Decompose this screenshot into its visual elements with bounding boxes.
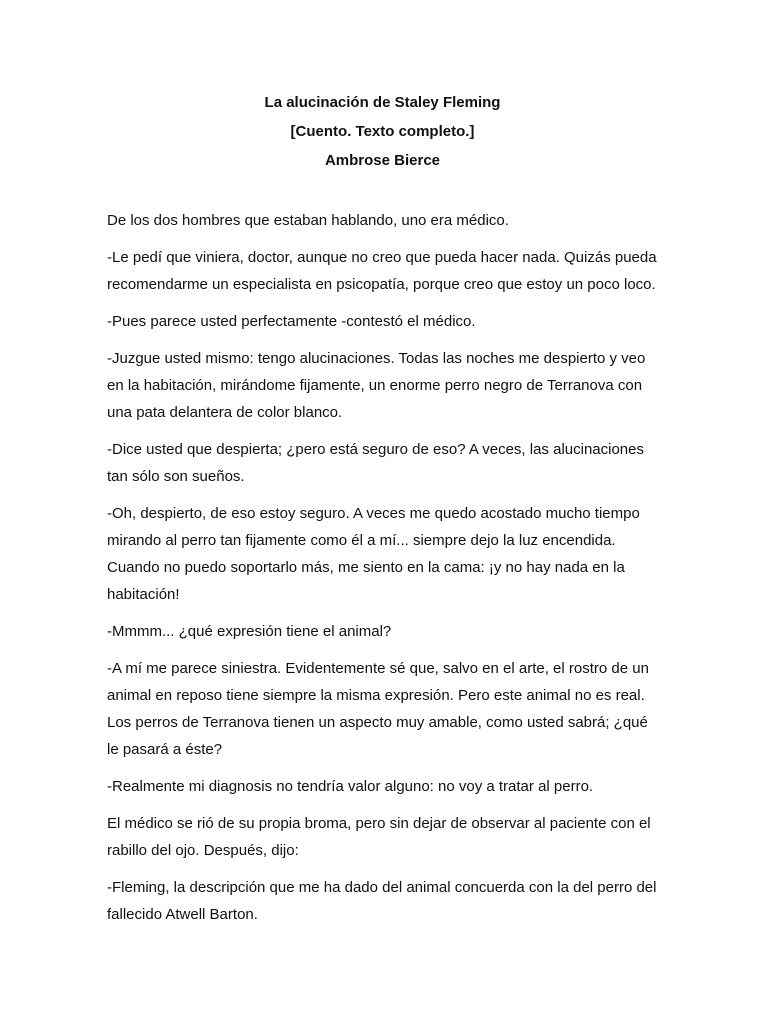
paragraph: -Fleming, la descripción que me ha dado del animal concuerda con la del perro del fallecido Atwell Barton. (107, 879, 657, 923)
document-body (107, 207, 660, 928)
paragraph: -Realmente mi diagnosis no tendría valor alguno: no voy a tratar al perro. (107, 778, 594, 795)
document-header (105, 88, 660, 175)
paragraph: De los dos hombres que estaban hablando, uno era médico. (107, 212, 509, 229)
paragraph: -A mí me parece siniestra. Evidentemente sé que, salvo en el arte, el rostro de un animal en reposo tiene siempre la misma expresión. Pero este animal no es real. Los perros de Terranova tienen un aspecto muy amable, como usted sabrá; ¿qué le pasará a éste? (107, 660, 649, 758)
paragraph: -Dice usted que despierta; ¿pero está seguro de eso? A veces, las alucinaciones tan sólo son sueños. (107, 441, 644, 485)
document-author: Ambrose Bierce (324, 152, 441, 169)
paragraph: El médico se rió de su propia broma, pero sin dejar de observar al paciente con el rabillo del ojo. Después, dijo: (107, 815, 651, 859)
document-title: La alucinación de Staley Fleming (264, 94, 501, 111)
paragraph: -Juzgue usted mismo: tengo alucinaciones. Todas las noches me despierto y veo en la habitación, mirándome fijamente, un enorme perro negro de Terranova con una pata delantera de color blanco. (107, 350, 646, 421)
document-subtitle: [Cuento. Texto completo.] (290, 123, 475, 140)
paragraph: -Oh, despierto, de eso estoy seguro. A veces me quedo acostado mucho tiempo mirando al perro tan fijamente como él a mí... siempre dejo la luz encendida. Cuando no puedo soportarlo más, me siento en la cama: ¡y no hay nada en la habitación! (107, 505, 640, 603)
paragraph: -Le pedí que viniera, doctor, aunque no creo que pueda hacer nada. Quizás pueda recomendarme un especialista en psicopatía, porque creo que estoy un poco loco. (107, 249, 657, 293)
paragraph: -Mmmm... ¿qué expresión tiene el animal? (107, 623, 392, 640)
paragraph: -Pues parece usted perfectamente -contestó el médico. (107, 313, 476, 330)
